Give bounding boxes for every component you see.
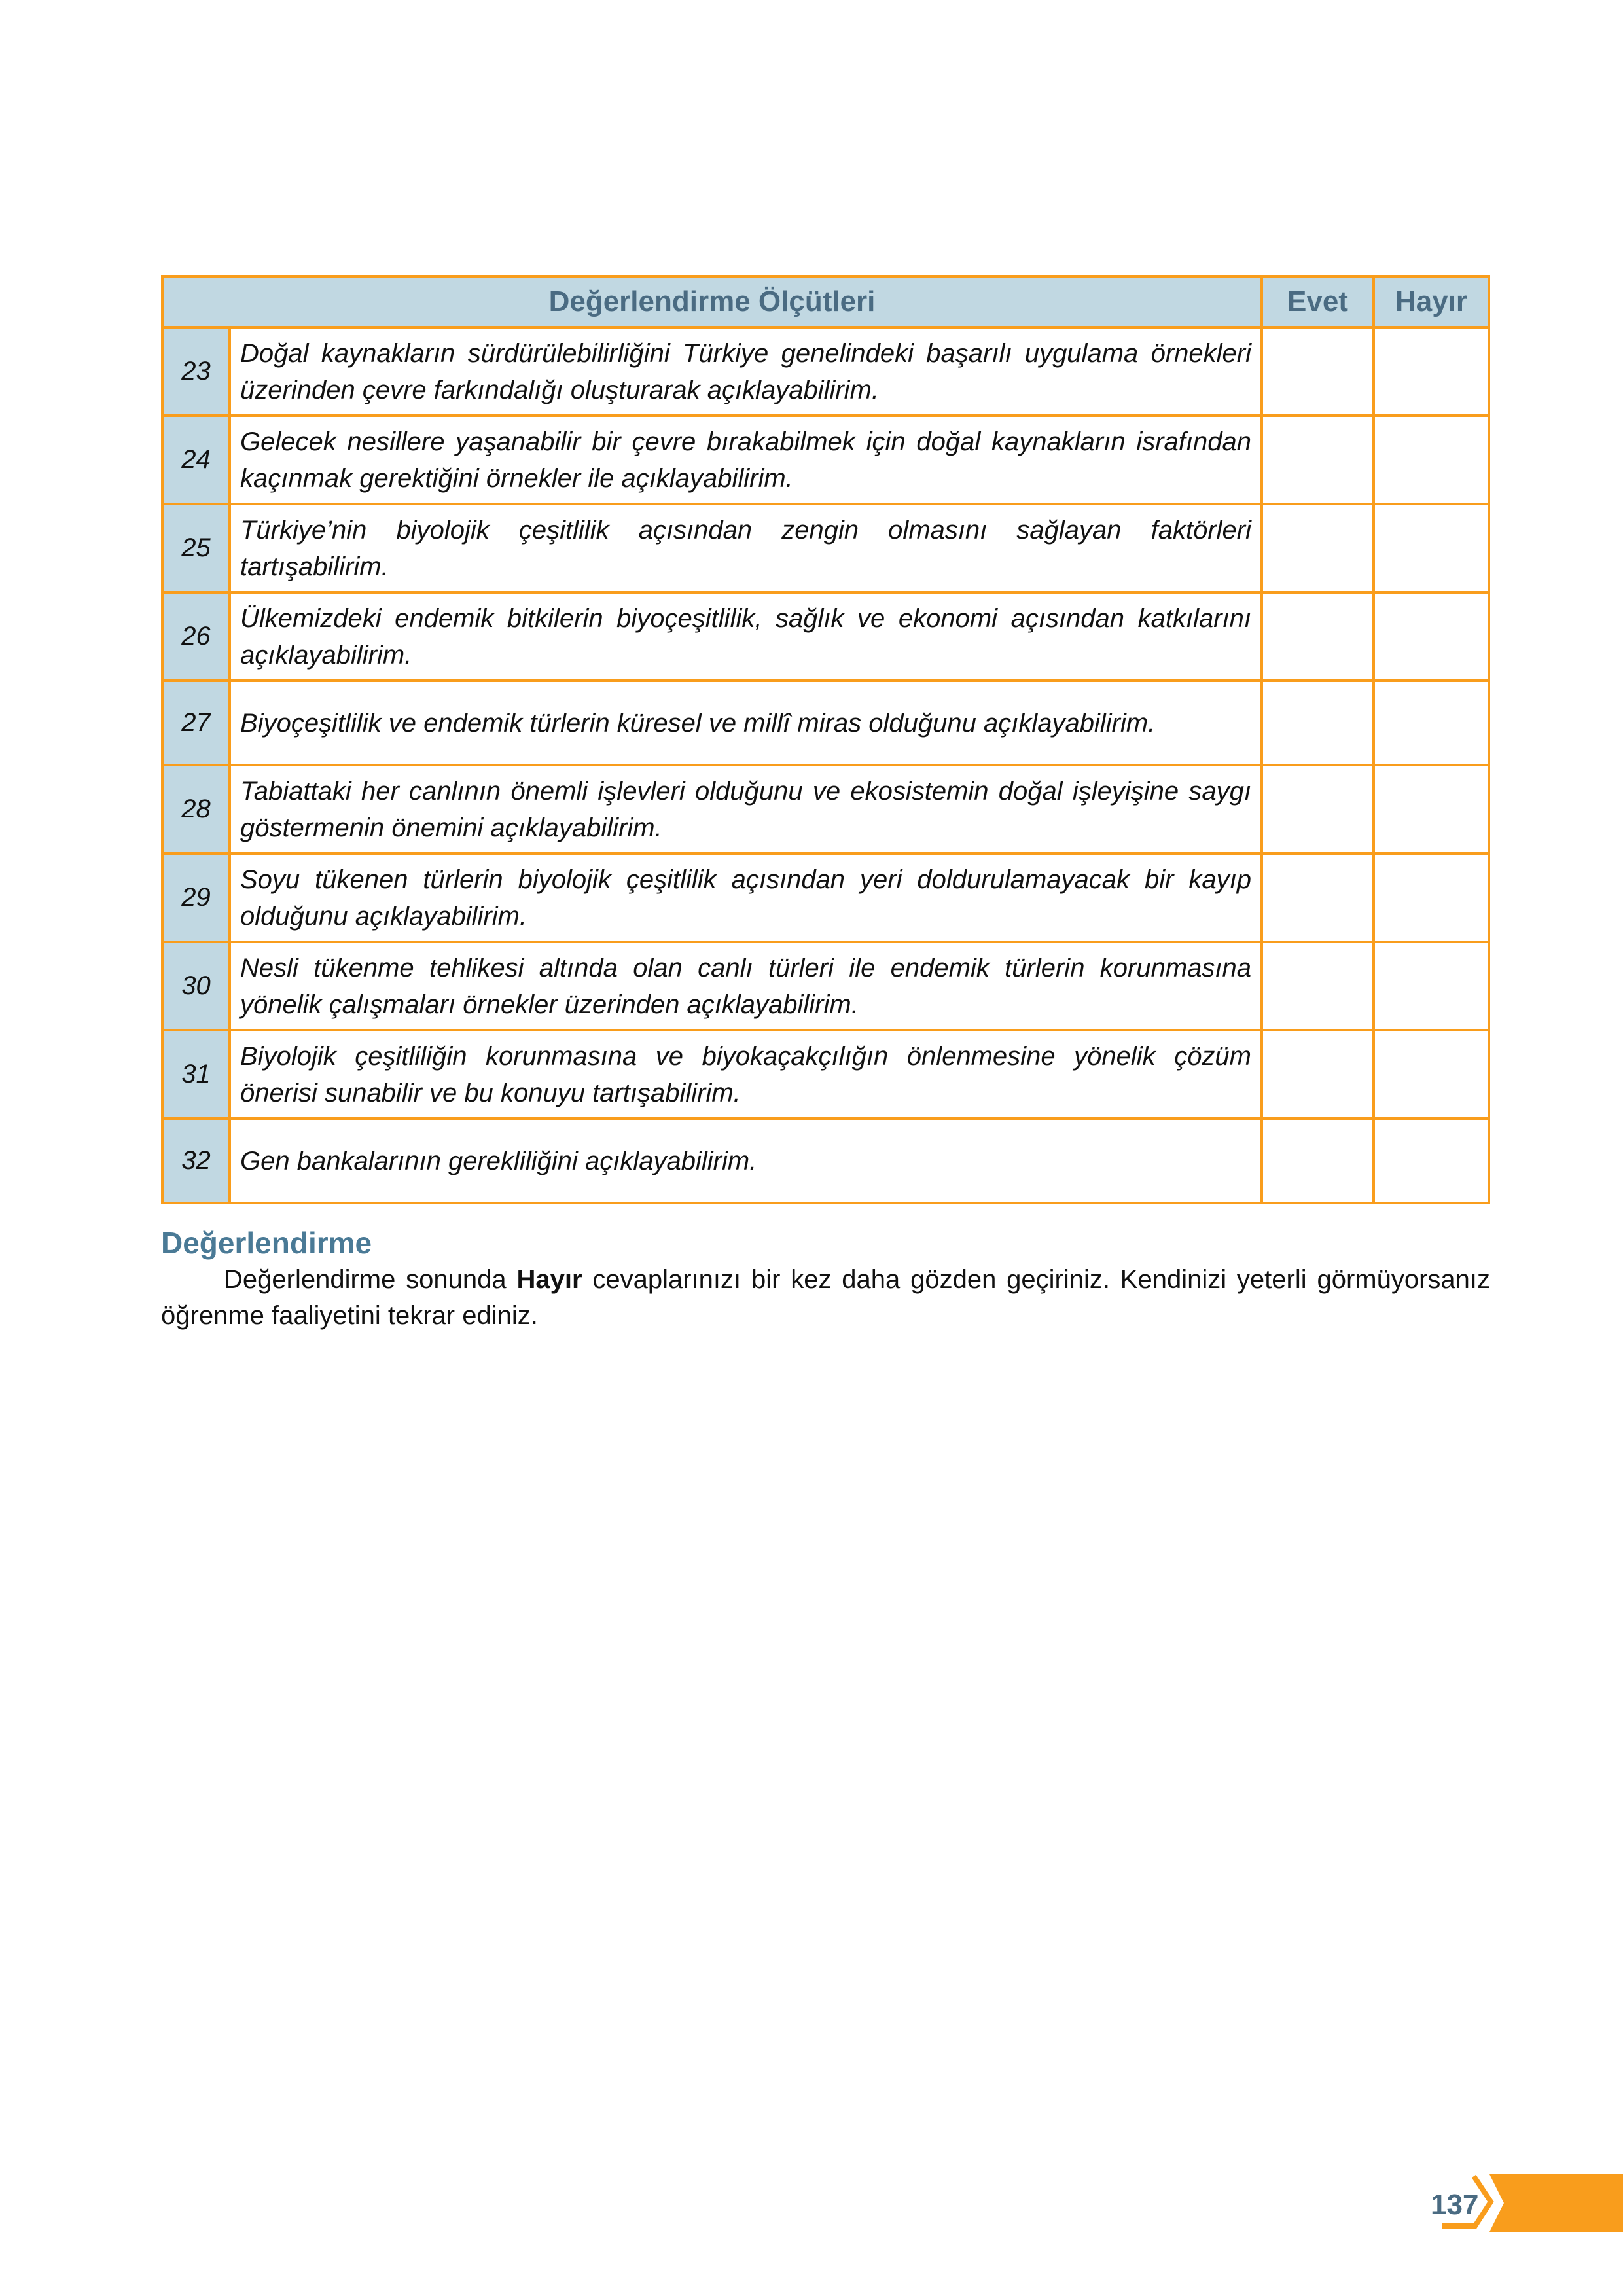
row-number: 23: [162, 327, 230, 416]
no-cell[interactable]: [1374, 1030, 1489, 1119]
criterion-text: Gelecek nesillere yaşanabilir bir çevre bırakabilmek için doğal kaynakların israfından kaçınmak gerektiğini örnekler ile açıklayabilirim.: [230, 416, 1262, 504]
table-row: [162, 681, 1489, 765]
criterion-text: Biyoçeşitlilik ve endemik türlerin küresel ve millî miras olduğunu açıklayabilirim.: [230, 681, 1262, 765]
table-row: [162, 327, 1489, 416]
criterion-text: Ülkemizdeki endemik bitkilerin biyoçeşitlilik, sağlık ve ekonomi açısından katkılarını açıklayabilirim.: [230, 592, 1262, 681]
table-row: [162, 853, 1489, 942]
table-row: [162, 942, 1489, 1030]
criterion-text: Gen bankalarının gerekliliğini açıklayabilirim.: [230, 1119, 1262, 1203]
yes-cell[interactable]: [1262, 327, 1374, 416]
table-row: [162, 1030, 1489, 1119]
no-cell[interactable]: [1374, 327, 1489, 416]
no-cell[interactable]: [1374, 504, 1489, 592]
yes-cell[interactable]: [1262, 504, 1374, 592]
criterion-text: Türkiye’nin biyolojik çeşitlilik açısından zengin olmasını sağlayan faktörleri tartışabilirim.: [230, 504, 1262, 592]
yes-cell[interactable]: [1262, 1030, 1374, 1119]
yes-cell[interactable]: [1262, 765, 1374, 853]
header-criteria: Değerlendirme Ölçütleri: [162, 276, 1262, 327]
yes-cell[interactable]: [1262, 853, 1374, 942]
no-cell[interactable]: [1374, 765, 1489, 853]
orange-bar: [1489, 2174, 1623, 2232]
table-row: [162, 765, 1489, 853]
evaluation-body: [161, 1262, 1490, 1334]
no-cell[interactable]: [1374, 853, 1489, 942]
evaluation-text-rest: cevaplarınızı bir kez daha gözden geçiriniz. Kendinizi yeterli görmüyorsanız öğrenme faaliyetini tekrar ediniz.: [161, 1265, 1491, 1330]
yes-cell[interactable]: [1262, 1119, 1374, 1203]
row-number: 27: [162, 681, 230, 765]
row-number: 32: [162, 1119, 230, 1203]
yes-cell[interactable]: [1262, 592, 1374, 681]
no-cell[interactable]: [1374, 1119, 1489, 1203]
no-cell[interactable]: [1374, 942, 1489, 1030]
criterion-text: Nesli tükenme tehlikesi altında olan canlı türleri ile endemik türlerin korunmasına yönelik çalışmaları örnekler üzerinden açıklayabilirim.: [230, 942, 1262, 1030]
row-number: 26: [162, 592, 230, 681]
no-cell[interactable]: [1374, 592, 1489, 681]
yes-cell[interactable]: [1262, 681, 1374, 765]
header-no: Hayır: [1374, 276, 1489, 327]
criterion-text: Biyolojik çeşitliliğin korunmasına ve biyokaçakçılığın önlenmesine yönelik çözüm önerisi sunabilir ve bu konuyu tartışabilirim.: [230, 1030, 1262, 1119]
row-number: 28: [162, 765, 230, 853]
table-row: [162, 592, 1489, 681]
row-number: 29: [162, 853, 230, 942]
evaluation-text: Değerlendirme sonunda: [224, 1265, 517, 1294]
row-number: 25: [162, 504, 230, 592]
no-cell[interactable]: [1374, 681, 1489, 765]
criterion-text: Doğal kaynakların sürdürülebilirliğini Türkiye genelindeki başarılı uygulama örnekleri üzerinden çevre farkındalığı oluşturarak açıklayabilirim.: [230, 327, 1262, 416]
evaluation-title: Değerlendirme: [161, 1226, 372, 1260]
evaluation-bold: Hayır: [516, 1265, 582, 1294]
criterion-text: Soyu tükenen türlerin biyolojik çeşitlilik açısından yeri doldurulamayacak bir kayıp olduğunu açıklayabilirim.: [230, 853, 1262, 942]
header-yes: Evet: [1262, 276, 1374, 327]
criterion-text: Tabiattaki her canlının önemli işlevleri olduğunu ve ekosistemin doğal işleyişine saygı göstermenin önemini açıklayabilirim.: [230, 765, 1262, 853]
table-row: [162, 416, 1489, 504]
page-number: 137: [1431, 2189, 1479, 2221]
no-cell[interactable]: [1374, 416, 1489, 504]
row-number: 31: [162, 1030, 230, 1119]
yes-cell[interactable]: [1262, 416, 1374, 504]
table-row: [162, 1119, 1489, 1203]
row-number: 30: [162, 942, 230, 1030]
table-row: [162, 504, 1489, 592]
yes-cell[interactable]: [1262, 942, 1374, 1030]
evaluation-criteria-table: [161, 275, 1490, 1204]
row-number: 24: [162, 416, 230, 504]
